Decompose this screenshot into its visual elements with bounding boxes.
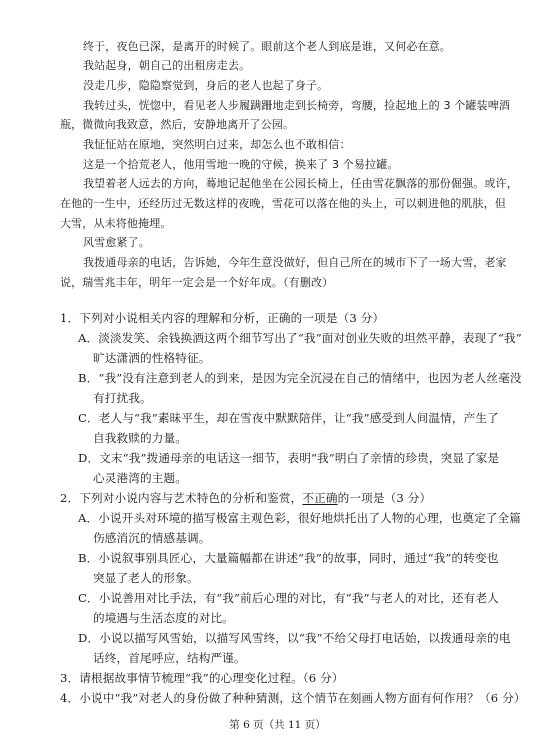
story-line: 瓶，微微向我致意，然后，安静地离开了公园。	[60, 118, 295, 131]
question-2-emphasis: 不正确	[302, 491, 338, 505]
question-1-option-a: A．淡淡发笑、余钱换酒这两个细节写出了“我”面对创业失败的坦然平静，表现了“我”	[78, 331, 522, 345]
story-line: 说，瑞雪兆丰年，明年一定会是一个好年成。（有删改）	[60, 276, 334, 289]
story-line: 没走几步，隐隐察觉到，身后的老人也起了身子。	[83, 79, 329, 92]
question-1-option-c-cont: 自我救赎的力量。	[93, 431, 187, 445]
story-line: 风雪愈紧了。	[83, 236, 150, 249]
question-1-option-d: D．文末“我”拨通母亲的电话这一细节，表明“我”明白了亲情的珍贵，突显了家是	[78, 451, 500, 465]
story-line: 我怔怔站在原地，突然明白过来，却怎么也不敢相信：	[83, 138, 351, 151]
question-2-option-a-cont: 伤感消沉的情感基调。	[93, 531, 211, 545]
question-2-stem	[0, 490, 555, 506]
story-line: 大雪，从未将他掩埋。	[60, 217, 172, 230]
question-2-option-a: A．小说开头对环境的描写极富主观色彩，很好地烘托出了人物的心理，也奠定了全篇	[78, 511, 522, 525]
question-2-option-b: B．小说叙事别具匠心，大量篇幅都在讲述“我”的故事，同时，通过“我”的转变也	[78, 551, 499, 565]
question-2-option-d: D．小说以描写风雪始，以描写风雪终，以“我”不给父母打电话始，以拨通母亲的电	[78, 631, 511, 645]
page-footer: 第 6 页（共 11 页）	[229, 719, 326, 731]
question-1-option-c: C．老人与“我”素昧平生，却在雪夜中默默陪伴，让“我”感受到人间温情，产生了	[78, 411, 499, 425]
question-1-option-a-cont: 旷达潇洒的性格特征。	[93, 351, 211, 365]
question-2-option-b-cont: 突显了老人的形象。	[93, 571, 199, 585]
question-2-option-d-cont: 话终，首尾呼应，结构严谨。	[93, 651, 246, 665]
question-4: 4．小说中“我”对老人的身份做了种种猜测，这个情节在刻画人物方面有何作用？（6 分）	[60, 691, 526, 705]
question-1-option-b: B．“我”没有注意到老人的到来，是因为完全沉浸在自己的情绪中，也因为老人丝毫没	[78, 371, 522, 385]
story-line: 在他的一生中，还经历过无数这样的夜晚，雪花可以落在他的头上，可以刺进他的肌肤，但	[60, 197, 506, 210]
question-1-stem: 1．下列对小说相关内容的理解和分析，正确的一项是（3 分）	[60, 311, 385, 325]
question-1-option-d-cont: 心灵港湾的主题。	[93, 471, 187, 485]
question-1-option-b-cont: 有打扰我。	[93, 391, 152, 405]
question-3: 3．请根据故事情节梳理“我”的心理变化过程。（6 分）	[60, 671, 344, 685]
story-line: 我拨通母亲的电话，告诉她，今年生意没做好，但自己所在的城市下了一场大雪，老家	[83, 256, 507, 269]
story-line: 我望着老人远去的方向，蓦地记起他坐在公园长椅上，任由雪花飘落的那份倔强。或许，	[83, 177, 518, 190]
story-line: 我转过头，恍惚中，看见老人步履蹒跚地走到长椅旁，弯腰，捡起地上的 3 个罐装啤酒	[83, 99, 510, 112]
question-2-stem-start: 2．下列对小说内容与艺术特色的分析和鉴赏，	[60, 491, 303, 505]
question-2-option-c-cont: 的境遇与生活态度的对比。	[93, 611, 234, 625]
story-line: 终于，夜色已深，是离开的时候了。眼前这个老人到底是谁，又何必在意。	[83, 40, 451, 53]
story-line: 这是一个拾荒老人，他用雪地一晚的守候，换来了 3 个易拉罐。	[83, 158, 399, 171]
story-line: 我站起身，朝自己的出租房走去。	[83, 59, 251, 72]
question-2-option-c: C．小说善用对比手法，有“我”前后心理的对比，有“我”与老人的对比，还有老人	[78, 591, 499, 605]
question-2-stem-end: 的一项是（3 分）	[337, 491, 432, 505]
